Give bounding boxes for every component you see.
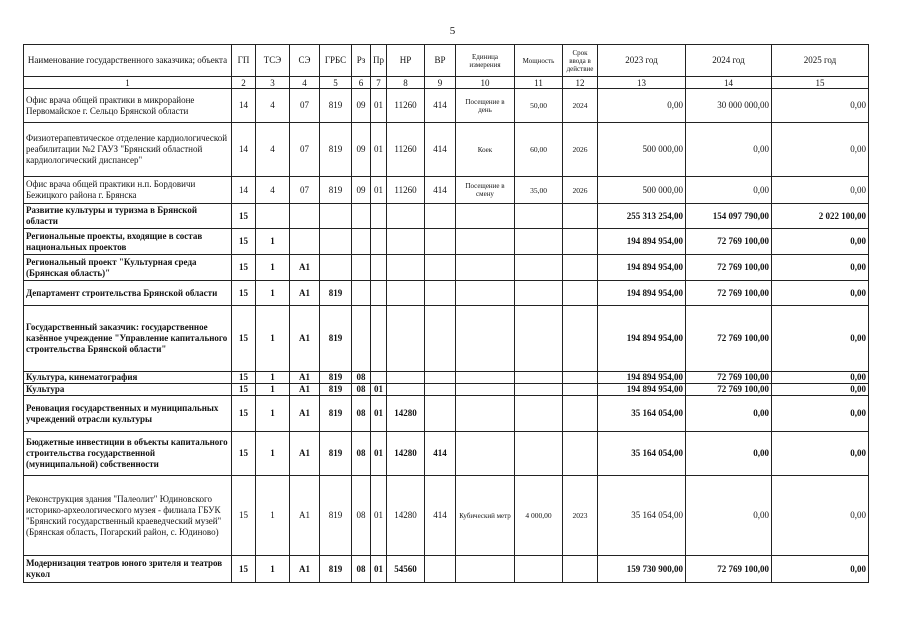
row-name: Развитие культуры и туризма в Брянской области xyxy=(24,204,232,229)
row-se: А1 xyxy=(290,255,320,281)
row-gp: 14 xyxy=(232,123,256,177)
row-rz: 08 xyxy=(352,556,371,583)
row-vr: 414 xyxy=(425,476,456,556)
row-unit xyxy=(456,281,515,306)
row-rz xyxy=(352,204,371,229)
table-row xyxy=(24,281,869,306)
row-2024: 0,00 xyxy=(686,432,772,476)
row-capacity: 50,00 xyxy=(515,89,563,123)
row-2025: 0,00 xyxy=(772,177,869,204)
table-row xyxy=(24,177,869,204)
header-name: Наименование государственного заказчика; объекта xyxy=(24,45,232,77)
row-pr: 01 xyxy=(371,556,387,583)
row-rz xyxy=(352,281,371,306)
row-nr: 11260 xyxy=(387,123,425,177)
row-rz xyxy=(352,306,371,372)
row-tse: 1 xyxy=(256,476,290,556)
header-pr: Пр xyxy=(371,45,387,77)
row-unit xyxy=(456,255,515,281)
row-term: 2024 xyxy=(563,89,598,123)
row-term xyxy=(563,281,598,306)
row-pr xyxy=(371,306,387,372)
row-grbs: 819 xyxy=(320,306,352,372)
row-unit xyxy=(456,432,515,476)
row-rz: 09 xyxy=(352,177,371,204)
col-number: 3 xyxy=(256,77,290,89)
row-2025: 0,00 xyxy=(772,556,869,583)
row-pr: 01 xyxy=(371,396,387,432)
row-pr: 01 xyxy=(371,123,387,177)
row-pr xyxy=(371,281,387,306)
row-name: Региональные проекты, входящие в состав национальных проектов xyxy=(24,229,232,255)
row-se xyxy=(290,229,320,255)
row-tse: 4 xyxy=(256,123,290,177)
row-grbs xyxy=(320,204,352,229)
row-se: А1 xyxy=(290,281,320,306)
row-pr: 01 xyxy=(371,384,387,396)
header-2024: 2024 год xyxy=(686,45,772,77)
row-pr: 01 xyxy=(371,432,387,476)
row-2025: 0,00 xyxy=(772,476,869,556)
row-2023: 194 894 954,00 xyxy=(598,229,686,255)
table-row xyxy=(24,255,869,281)
table-row xyxy=(24,123,869,177)
row-nr xyxy=(387,384,425,396)
row-2024: 72 769 100,00 xyxy=(686,255,772,281)
row-name: Офис врача общей практики в микрорайоне Первомайское г. Сельцо Брянской области xyxy=(24,89,232,123)
row-capacity xyxy=(515,255,563,281)
row-2023: 500 000,00 xyxy=(598,123,686,177)
row-name: Культура xyxy=(24,384,232,396)
row-2023: 159 730 900,00 xyxy=(598,556,686,583)
row-2025: 0,00 xyxy=(772,396,869,432)
row-2025: 0,00 xyxy=(772,432,869,476)
header-se: СЭ xyxy=(290,45,320,77)
row-tse: 1 xyxy=(256,432,290,476)
row-term xyxy=(563,255,598,281)
col-number: 5 xyxy=(320,77,352,89)
row-term: 2026 xyxy=(563,177,598,204)
row-tse: 1 xyxy=(256,229,290,255)
row-term xyxy=(563,396,598,432)
row-capacity xyxy=(515,229,563,255)
row-name: Реновация государственных и муниципальных учреждений отрасли культуры xyxy=(24,396,232,432)
row-capacity xyxy=(515,556,563,583)
row-2023: 255 313 254,00 xyxy=(598,204,686,229)
row-capacity: 60,00 xyxy=(515,123,563,177)
row-grbs: 819 xyxy=(320,123,352,177)
header-rz: Рз xyxy=(352,45,371,77)
row-rz: 09 xyxy=(352,123,371,177)
row-vr: 414 xyxy=(425,123,456,177)
row-nr xyxy=(387,281,425,306)
row-2024: 72 769 100,00 xyxy=(686,384,772,396)
row-gp: 15 xyxy=(232,432,256,476)
col-number: 7 xyxy=(371,77,387,89)
row-se: А1 xyxy=(290,372,320,384)
row-term: 2026 xyxy=(563,123,598,177)
row-capacity: 4 000,00 xyxy=(515,476,563,556)
row-unit xyxy=(456,396,515,432)
row-2024: 72 769 100,00 xyxy=(686,281,772,306)
row-gp: 15 xyxy=(232,255,256,281)
row-pr: 01 xyxy=(371,476,387,556)
row-rz: 08 xyxy=(352,384,371,396)
row-vr xyxy=(425,396,456,432)
row-rz: 08 xyxy=(352,476,371,556)
row-name: Культура, кинематография xyxy=(24,372,232,384)
row-nr xyxy=(387,204,425,229)
row-rz: 08 xyxy=(352,372,371,384)
header-2025: 2025 год xyxy=(772,45,869,77)
header-capacity: Мощность xyxy=(515,45,563,77)
row-2024: 72 769 100,00 xyxy=(686,229,772,255)
table-row xyxy=(24,89,869,123)
row-unit xyxy=(456,372,515,384)
row-grbs: 819 xyxy=(320,432,352,476)
row-name: Государственный заказчик: государственное казённое учреждение "Управление капитального строительства Брянской области" xyxy=(24,306,232,372)
row-unit: Коек xyxy=(456,123,515,177)
header-row xyxy=(24,45,869,77)
header-tse: ТСЭ xyxy=(256,45,290,77)
row-vr xyxy=(425,306,456,372)
page-number: 5 xyxy=(449,25,456,37)
row-2024: 72 769 100,00 xyxy=(686,372,772,384)
row-se: А1 xyxy=(290,476,320,556)
row-capacity xyxy=(515,281,563,306)
row-2023: 35 164 054,00 xyxy=(598,476,686,556)
row-gp: 15 xyxy=(232,229,256,255)
row-2024: 154 097 790,00 xyxy=(686,204,772,229)
header-vr: ВР xyxy=(425,45,456,77)
row-grbs xyxy=(320,229,352,255)
col-number: 15 xyxy=(772,77,869,89)
row-name: Модернизация театров юного зрителя и театров кукол xyxy=(24,556,232,583)
row-2025: 0,00 xyxy=(772,384,869,396)
row-term xyxy=(563,432,598,476)
row-2023: 500 000,00 xyxy=(598,177,686,204)
row-grbs: 819 xyxy=(320,177,352,204)
row-se: 07 xyxy=(290,89,320,123)
row-rz xyxy=(352,229,371,255)
row-term xyxy=(563,372,598,384)
table-body xyxy=(24,89,869,583)
row-unit xyxy=(456,229,515,255)
row-rz: 09 xyxy=(352,89,371,123)
row-tse: 1 xyxy=(256,384,290,396)
row-2024: 0,00 xyxy=(686,396,772,432)
header-grbs: ГРБС xyxy=(320,45,352,77)
row-2025: 0,00 xyxy=(772,255,869,281)
row-2025: 0,00 xyxy=(772,281,869,306)
row-tse: 4 xyxy=(256,177,290,204)
column-number-row xyxy=(24,77,869,89)
table-row xyxy=(24,556,869,583)
row-gp: 15 xyxy=(232,281,256,306)
col-number: 2 xyxy=(232,77,256,89)
row-tse: 4 xyxy=(256,89,290,123)
row-term: 2023 xyxy=(563,476,598,556)
col-number: 12 xyxy=(563,77,598,89)
row-gp: 15 xyxy=(232,204,256,229)
row-se: А1 xyxy=(290,306,320,372)
row-2023: 194 894 954,00 xyxy=(598,255,686,281)
row-gp: 15 xyxy=(232,306,256,372)
row-2025: 0,00 xyxy=(772,89,869,123)
row-term xyxy=(563,204,598,229)
col-number: 6 xyxy=(352,77,371,89)
row-pr: 01 xyxy=(371,89,387,123)
row-gp: 15 xyxy=(232,384,256,396)
row-name: Офис врача общей практики н.п. Бордовичи Бежицкого района г. Брянска xyxy=(24,177,232,204)
row-nr: 54560 xyxy=(387,556,425,583)
row-gp: 14 xyxy=(232,89,256,123)
row-unit xyxy=(456,306,515,372)
row-2025: 0,00 xyxy=(772,372,869,384)
table-row xyxy=(24,432,869,476)
col-number: 13 xyxy=(598,77,686,89)
row-term xyxy=(563,556,598,583)
row-2023: 0,00 xyxy=(598,89,686,123)
row-capacity xyxy=(515,372,563,384)
row-pr xyxy=(371,204,387,229)
row-nr: 14280 xyxy=(387,476,425,556)
row-tse: 1 xyxy=(256,396,290,432)
header-2023: 2023 год xyxy=(598,45,686,77)
row-capacity xyxy=(515,306,563,372)
row-grbs: 819 xyxy=(320,384,352,396)
row-nr xyxy=(387,306,425,372)
row-term xyxy=(563,306,598,372)
table-row xyxy=(24,396,869,432)
row-2025: 2 022 100,00 xyxy=(772,204,869,229)
row-vr xyxy=(425,281,456,306)
row-capacity xyxy=(515,384,563,396)
row-se: А1 xyxy=(290,396,320,432)
row-2025: 0,00 xyxy=(772,306,869,372)
row-se: 07 xyxy=(290,177,320,204)
row-vr: 414 xyxy=(425,89,456,123)
row-nr: 11260 xyxy=(387,89,425,123)
col-number: 9 xyxy=(425,77,456,89)
row-2023: 194 894 954,00 xyxy=(598,384,686,396)
row-2023: 194 894 954,00 xyxy=(598,306,686,372)
row-2024: 0,00 xyxy=(686,177,772,204)
row-rz xyxy=(352,255,371,281)
row-grbs: 819 xyxy=(320,281,352,306)
col-number: 4 xyxy=(290,77,320,89)
row-2023: 194 894 954,00 xyxy=(598,372,686,384)
row-term xyxy=(563,384,598,396)
row-se xyxy=(290,204,320,229)
row-unit: Кубический метр xyxy=(456,476,515,556)
header-unit: Единица измерения xyxy=(456,45,515,77)
row-capacity xyxy=(515,204,563,229)
row-vr xyxy=(425,384,456,396)
row-vr xyxy=(425,255,456,281)
row-term xyxy=(563,229,598,255)
header-gp: ГП xyxy=(232,45,256,77)
table-row xyxy=(24,372,869,384)
row-grbs: 819 xyxy=(320,372,352,384)
row-2025: 0,00 xyxy=(772,123,869,177)
row-unit xyxy=(456,204,515,229)
row-2024: 72 769 100,00 xyxy=(686,556,772,583)
row-nr: 11260 xyxy=(387,177,425,204)
row-vr xyxy=(425,556,456,583)
row-tse: 1 xyxy=(256,281,290,306)
row-tse: 1 xyxy=(256,255,290,281)
row-tse: 1 xyxy=(256,556,290,583)
row-vr xyxy=(425,372,456,384)
row-capacity xyxy=(515,396,563,432)
row-unit: Посещение в день xyxy=(456,89,515,123)
row-name: Реконструкция здания "Палеолит" Юдиновского историко-археологического музея - филиала ГБУК "Брянский государственный краеведческий музей" (Брянская область, Погарский район, с. Юдиново) xyxy=(24,476,232,556)
row-grbs: 819 xyxy=(320,89,352,123)
row-unit xyxy=(456,556,515,583)
row-se: А1 xyxy=(290,556,320,583)
row-nr xyxy=(387,372,425,384)
row-2024: 0,00 xyxy=(686,123,772,177)
row-gp: 15 xyxy=(232,396,256,432)
row-tse: 1 xyxy=(256,306,290,372)
row-grbs: 819 xyxy=(320,556,352,583)
row-tse: 1 xyxy=(256,372,290,384)
row-pr xyxy=(371,255,387,281)
row-pr xyxy=(371,372,387,384)
col-number: 10 xyxy=(456,77,515,89)
row-2024: 30 000 000,00 xyxy=(686,89,772,123)
row-2024: 0,00 xyxy=(686,476,772,556)
table-row xyxy=(24,306,869,372)
row-gp: 15 xyxy=(232,372,256,384)
table-row xyxy=(24,229,869,255)
row-rz: 08 xyxy=(352,396,371,432)
row-gp: 15 xyxy=(232,556,256,583)
row-rz: 08 xyxy=(352,432,371,476)
header-term: Срок ввода в действие xyxy=(563,45,598,77)
row-capacity: 35,00 xyxy=(515,177,563,204)
row-2023: 194 894 954,00 xyxy=(598,281,686,306)
row-nr: 14280 xyxy=(387,432,425,476)
row-name: Департамент строительства Брянской области xyxy=(24,281,232,306)
row-nr xyxy=(387,255,425,281)
row-name: Физиотерапевтическое отделение кардиологической реабилитации №2 ГАУЗ "Брянский областной кардиологический диспансер" xyxy=(24,123,232,177)
col-number: 8 xyxy=(387,77,425,89)
row-pr: 01 xyxy=(371,177,387,204)
table-row xyxy=(24,204,869,229)
row-tse xyxy=(256,204,290,229)
row-name: Региональный проект "Культурная среда (Брянская область)" xyxy=(24,255,232,281)
row-2023: 35 164 054,00 xyxy=(598,396,686,432)
row-vr xyxy=(425,204,456,229)
row-nr: 14280 xyxy=(387,396,425,432)
row-vr xyxy=(425,229,456,255)
row-vr: 414 xyxy=(425,177,456,204)
row-2023: 35 164 054,00 xyxy=(598,432,686,476)
row-nr xyxy=(387,229,425,255)
row-2024: 72 769 100,00 xyxy=(686,306,772,372)
row-gp: 14 xyxy=(232,177,256,204)
row-name: Бюджетные инвестиции в объекты капитального строительства государственной (муниципальной) собственности xyxy=(24,432,232,476)
budget-table xyxy=(23,44,869,583)
row-vr: 414 xyxy=(425,432,456,476)
row-se: 07 xyxy=(290,123,320,177)
col-number: 14 xyxy=(686,77,772,89)
row-grbs: 819 xyxy=(320,396,352,432)
row-2025: 0,00 xyxy=(772,229,869,255)
col-number: 11 xyxy=(515,77,563,89)
col-number: 1 xyxy=(24,77,232,89)
row-gp: 15 xyxy=(232,476,256,556)
table-row xyxy=(24,476,869,556)
row-pr xyxy=(371,229,387,255)
row-grbs: 819 xyxy=(320,476,352,556)
row-capacity xyxy=(515,432,563,476)
row-unit xyxy=(456,384,515,396)
header-nr: НР xyxy=(387,45,425,77)
row-unit: Посещение в смену xyxy=(456,177,515,204)
row-se: А1 xyxy=(290,384,320,396)
table-row xyxy=(24,384,869,396)
row-grbs xyxy=(320,255,352,281)
row-se: А1 xyxy=(290,432,320,476)
